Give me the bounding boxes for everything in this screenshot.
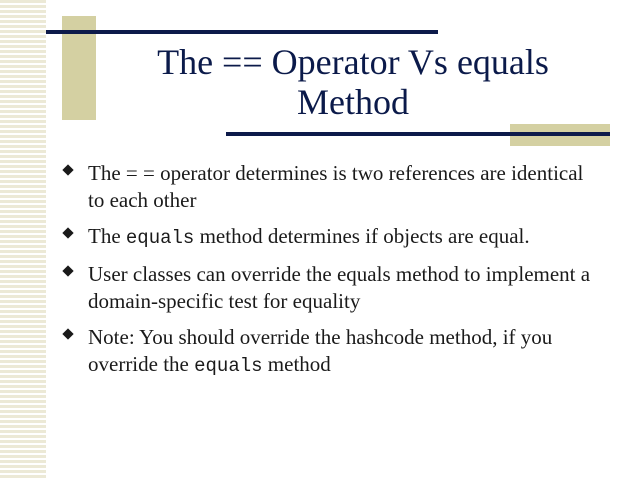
bullet-list (62, 160, 602, 389)
code-equals: equals (194, 355, 263, 377)
diamond-bullet-icon (62, 164, 73, 175)
bullet-item-equals-method (62, 223, 602, 252)
bullet-text-before: Note: You should override the hashcode method, if you override the (88, 325, 553, 376)
top-rule (46, 30, 438, 34)
bullet-item-operator (62, 160, 602, 214)
code-equals: equals (125, 227, 195, 249)
diamond-bullet-icon (62, 328, 73, 339)
bullet-text-after: method (262, 352, 331, 376)
bullet-text: User classes can override the equals method to implement a domain-specific test for equality (88, 262, 591, 313)
diamond-bullet-icon (62, 227, 73, 238)
bullet-item-user-classes (62, 261, 602, 315)
slide-title-line-2: Method (297, 82, 409, 122)
bullet-text: The = = operator determines is two references are identical to each other (88, 161, 584, 212)
decorative-stripe-band (0, 0, 46, 479)
diamond-bullet-icon (62, 265, 73, 276)
bullet-text-after: method determines if objects are equal. (194, 224, 530, 248)
slide-title-line-1: The == Operator Vs equals (157, 42, 549, 82)
bottom-rule (226, 132, 610, 136)
bullet-text-before: The (88, 224, 126, 248)
bullet-item-note (62, 324, 602, 380)
slide-title (100, 42, 606, 122)
